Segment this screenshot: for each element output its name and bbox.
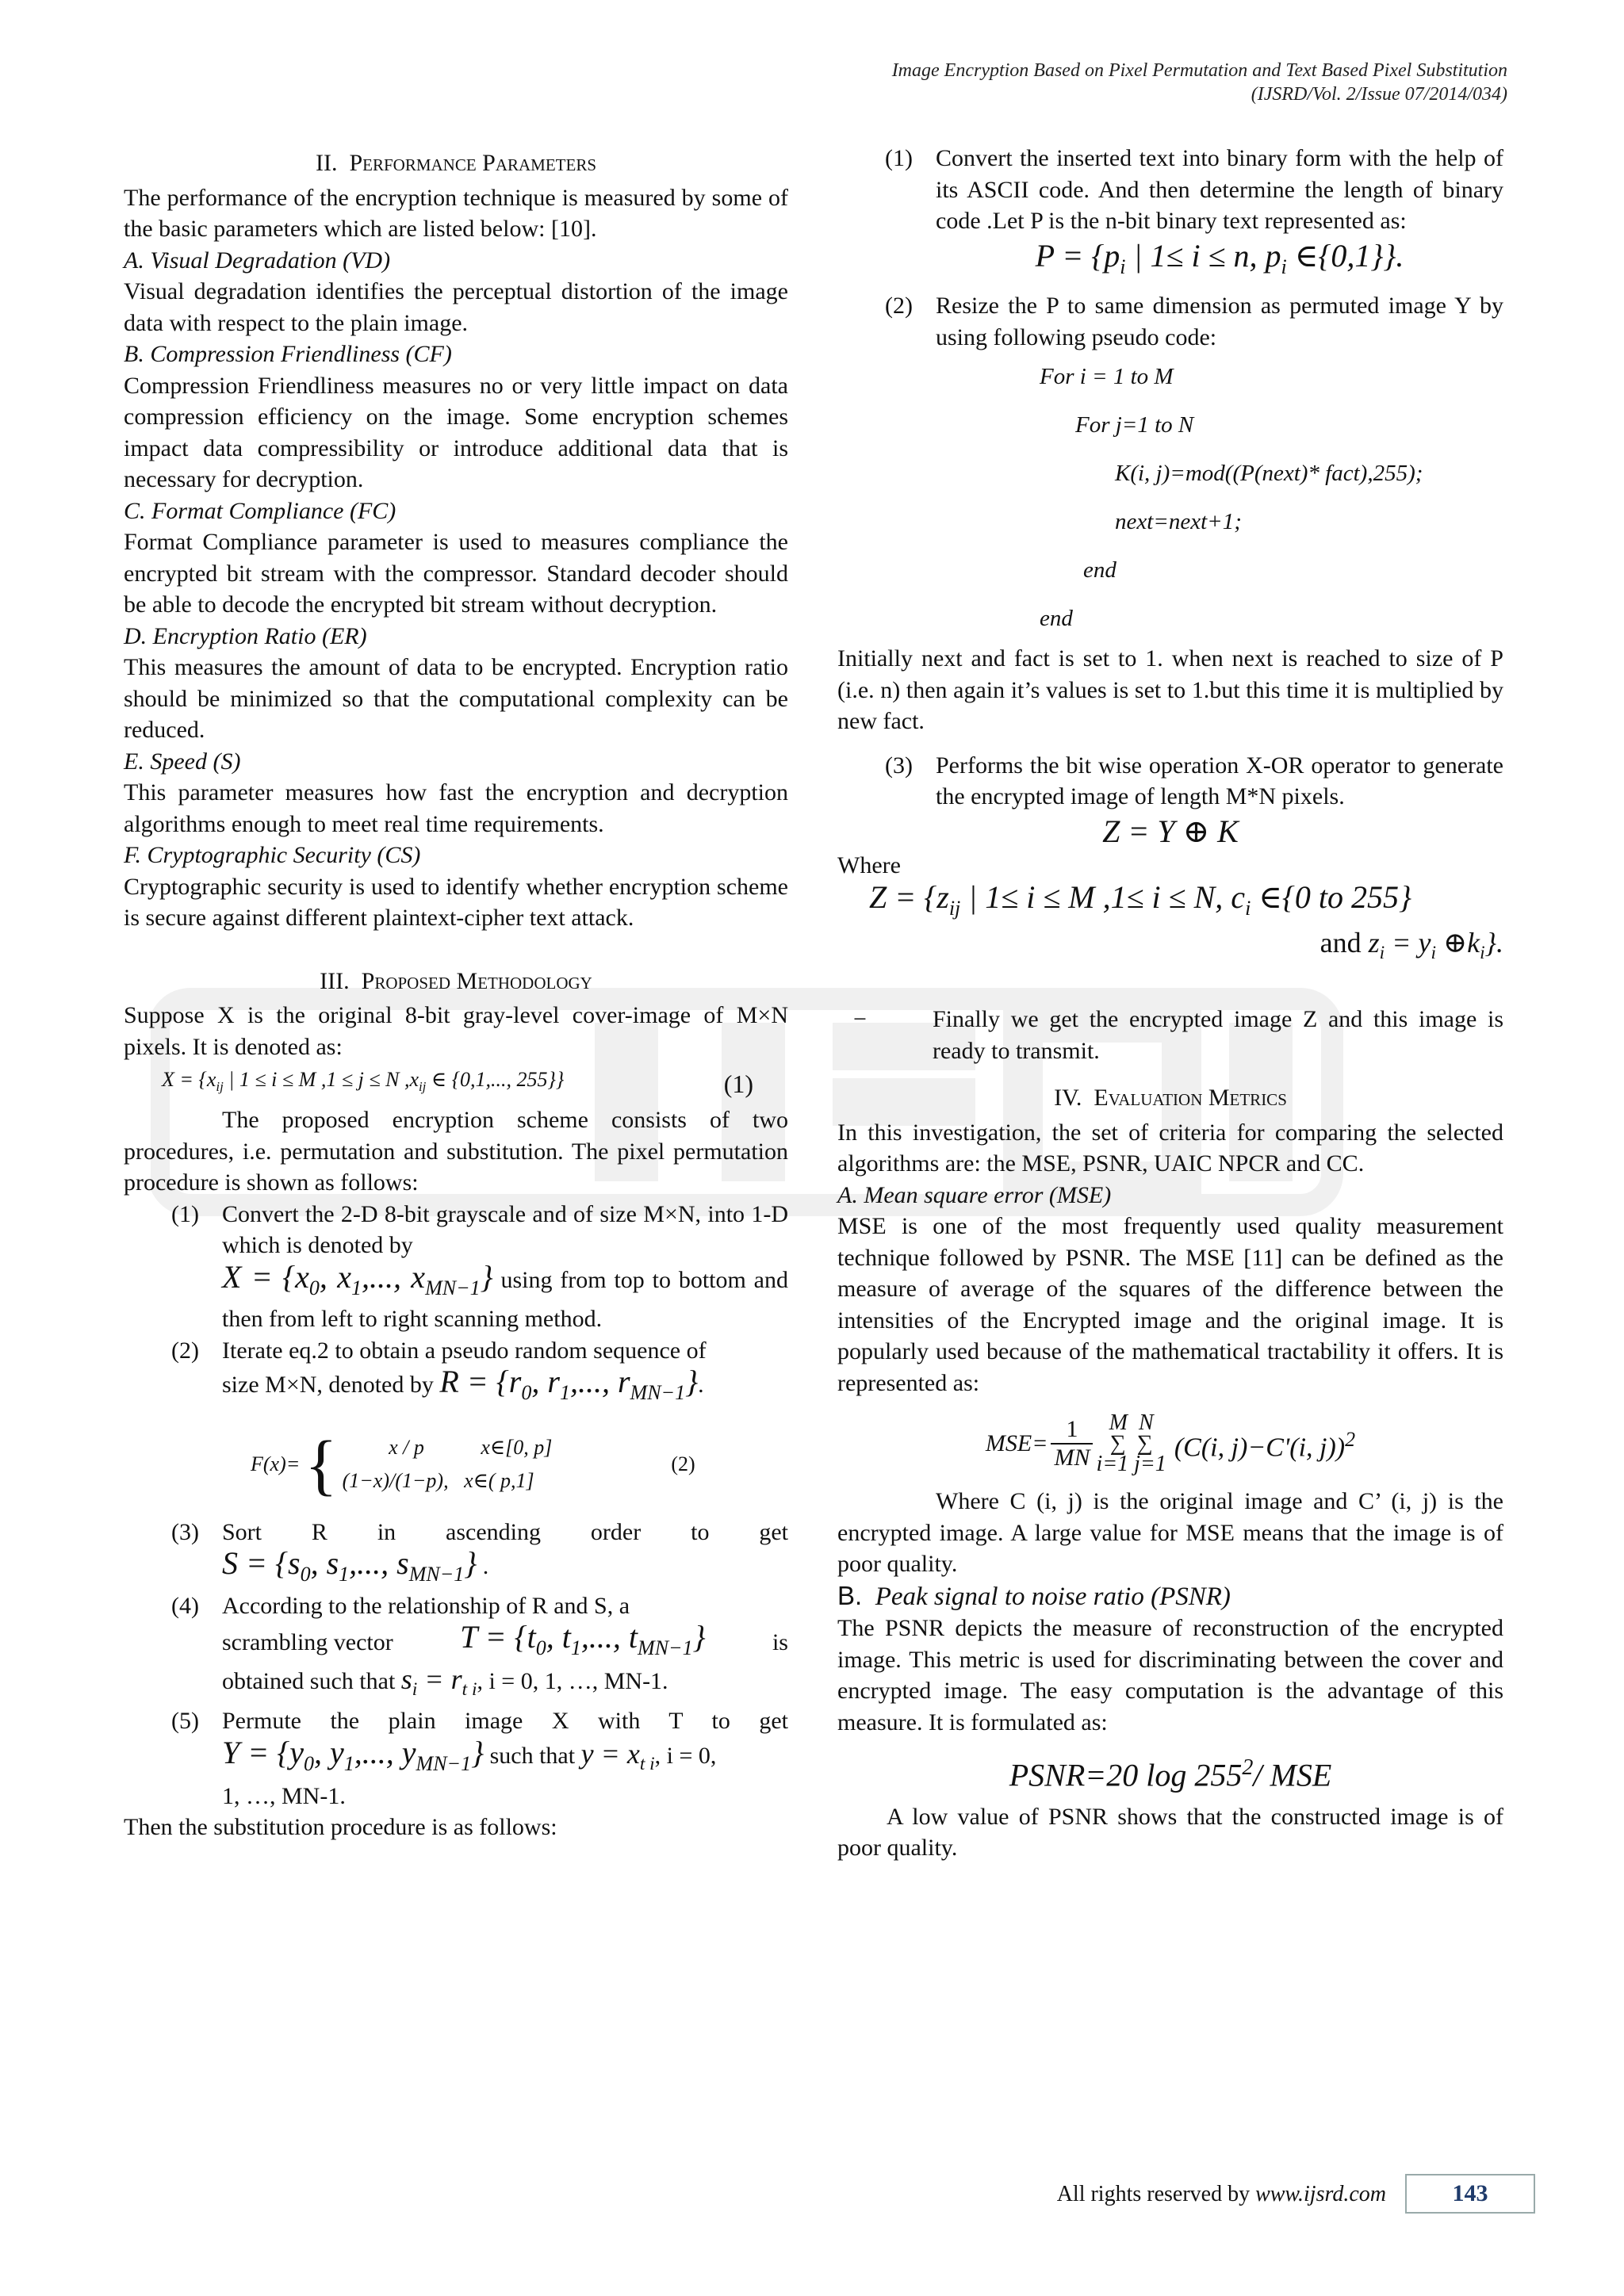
initialization-text: Initially next and fact is set to 1. when next is reached to size of P (i.e. n) then again it’s values is set to 1.but this time it is multiplied by new fact.	[837, 645, 1503, 734]
param-vd-body: Visual degradation identifies the perceptual distortion of the image data with respect to the plain image.	[124, 278, 788, 336]
param-cs-heading: F. Cryptographic Security (CS)	[124, 842, 421, 868]
mse-equation: MSE= $\frac{1}{MN}$ M N ∑ ∑ i=1 j=1 (C(i, j)−C'(i, j))$^2$	[985, 1410, 1356, 1477]
where-label: Where	[837, 852, 901, 878]
param-vd-heading: A. Visual Degradation (VD)	[124, 247, 391, 274]
footer-rights: All rights reserved by www.ijsrd.com	[1056, 2182, 1386, 2206]
substitution-intro: Then the substitution procedure is as follows:	[124, 1814, 557, 1841]
psnr-body: The PSNR depicts the measure of reconstruction of the encrypted image. This metric is used for discriminating between the cover and encrypted image. The easy computation is the advantage of this measure. It is formulated as:	[837, 1615, 1503, 1735]
methodology-intro: Suppose X is the original 8-bit gray-level cover-image of M×N pixels. It is denoted as:	[124, 1002, 788, 1060]
procedure-intro: The proposed encryption scheme consists of two procedures, i.e. permutation and substitution. The pixel permutation procedure is shown as follows:	[124, 1107, 788, 1196]
param-speed-heading: E. Speed (S)	[124, 748, 241, 775]
equation-1-formula: $X = \{x_{ij}$ | 1 ≤ i ≤ M ,1 ≤ j ≤ N $,x_{ij}$ ∈ {0,1,..., 255}}	[162, 1068, 565, 1095]
running-header	[892, 59, 1507, 106]
xor-equation: Z = Y ⊕ K	[1102, 813, 1239, 849]
relation-y-x-formula: $y = x_{t i}$	[580, 1737, 655, 1775]
evaluation-intro: In this investigation, the set of criteria for comparing the selected algorithms are: the MSE, PSNR, UAIC NPCR and CC.	[837, 1119, 1503, 1177]
footer-url-link[interactable]: www.ijsrd.com	[1255, 2182, 1386, 2206]
mse-heading: A. Mean square error (MSE)	[837, 1181, 1112, 1208]
sorted-s-formula: $S = \{s_0$, $s_1$,..., $s_{MN-1}$}	[222, 1545, 477, 1586]
z-element-formula: and $z_i = y_i$ $\oplus k_i$}.	[1320, 927, 1503, 964]
mse-body: MSE is one of the most frequently used quality measurement technique followed by PSNR. The MSE [11] can be defined as the measure of average of the squares of the difference between the intensities of the Encrypted image and the original image. It is popularly used because of the mathematical tractability it offers. It is represented as:	[837, 1213, 1503, 1396]
psnr-heading: B. Peak signal to noise ratio (PSNR)	[837, 1580, 1231, 1611]
step-1: (1) Convert the 2-D 8-bit grayscale and of size M×N, into 1-D which is denoted by $X = \{x_0$, $x_1$,..., $x_{MN-1}$} using from top to bottom and then from left to right scanning method.	[171, 1200, 788, 1333]
step-2: (2) Iterate eq.2 to obtain a pseudo random sequence of size M×N, denoted by $R = \{r_0$, $r_1$,..., $r_{MN-1}$}.	[171, 1337, 707, 1405]
param-fc-heading: C. Format Compliance (FC)	[124, 497, 396, 524]
param-cs-body: Cryptographic security is used to identify whether encryption scheme is secure against different plaintext-cipher text attack.	[124, 873, 788, 931]
relation-s-r-formula: $s_i = r_{t i}$	[400, 1663, 477, 1700]
param-cf-heading: B. Compression Friendliness (CF)	[124, 341, 452, 367]
step-3: (3) Sort R in ascending order to get $S = \{s_0$, $s_1$,..., $s_{MN-1}$} .	[171, 1518, 788, 1586]
section-heading-evaluation: IV. Evaluation Metrics	[1054, 1085, 1287, 1112]
equation-2: F(x)= { x / p x∈[0, p] (1−x)/(1−p), x∈( p,1] (2)	[251, 1425, 695, 1502]
step-5: (5) Permute the plain image X with T to get $Y = \{y_0$, $y_1$,..., $y_{MN-1}$} such that $y = x_{t i}$, i = 0, 1, …, MN-1.	[171, 1708, 788, 1809]
header-title: Image Encryption Based on Pixel Permutation and Text Based Pixel Substitution	[891, 60, 1507, 81]
vector-x-formula: $X = \{x_0$, $x_1$,..., $x_{MN-1}$}	[222, 1258, 493, 1299]
mse-explanation: Where C (i, j) is the original image and C’ (i, j) is the encrypted image. A large value for MSE means that the image is of poor quality.	[837, 1488, 1503, 1578]
subst-step-3: (3) Performs the bit wise operation X-OR operator to generate the encrypted image of length M*N pixels.	[885, 752, 1503, 809]
permutation-steps-continued	[124, 1517, 788, 1812]
param-fc-body: Format Compliance parameter is used to measures compliance the encrypted bit stream with the compressor. Standard decoder should be able to decode the encrypted bit stream without decryption.	[124, 529, 788, 618]
performance-intro: The performance of the encryption technique is measured by some of the basic parameters which are listed below: [10].	[124, 184, 788, 242]
z-set-formula: $Z = \{z_{ij}$ | 1≤ i ≤ M ,1≤ i ≤ N, $c_i$ ∈{0 to 255}	[869, 878, 1412, 920]
binary-text-p-formula: $P = \{p_i$ | 1≤ i ≤ n, $p_i$ ∈{0,1}}.	[1035, 237, 1404, 278]
section-heading-methodology: III. Proposed Methodology	[320, 967, 592, 994]
equation-2-number: (2)	[671, 1452, 695, 1475]
param-er-body: This measures the amount of data to be encrypted. Encryption ratio should be minimized so that the computational complexity can be reduced.	[124, 654, 788, 743]
param-speed-body: This parameter measures how fast the encryption and decryption algorithms enough to meet real time requirements.	[124, 779, 788, 837]
psnr-equation: PSNR=20 $\log 255^2/$ MSE	[1009, 1755, 1332, 1793]
equation-2-cases: x / p x∈[0, p] (1−x)/(1−p), x∈( p,1]	[342, 1435, 553, 1492]
psnr-explanation: A low value of PSNR shows that the constructed image is of poor quality.	[837, 1803, 1503, 1862]
equation-1-number: (1)	[723, 1069, 753, 1098]
equation-1	[124, 1062, 788, 1104]
scrambling-t-formula: $T = \{t_0$, $t_1$,..., $t_{MN-1}$}	[460, 1619, 706, 1660]
pseudo-code: For i = 1 to M For j=1 to N K(i, j)=mod((P(next)* fact),255); next=next+1; end end	[1040, 364, 1423, 631]
page-number: 143	[1405, 2174, 1535, 2214]
header-journal: (IJSRD/Vol. 2/Issue 07/2014/034)	[1251, 84, 1507, 105]
subst-step-1: (1) Convert the inserted text into binary form with the help of its ASCII code. And then determine the length of binary code .Let P is the n-bit binary text represented as: $P = \{p_i$ | 1≤ i ≤ n, $p_i$ ∈{0,1}}.	[837, 143, 1503, 290]
sequence-r-formula: $R = \{r_0$, $r_1$,..., $r_{MN-1}$}	[439, 1364, 699, 1405]
right-column	[837, 143, 1503, 1864]
step-4: (4) According to the relationship of R and S, a scrambling vector $T = \{t_0$, $t_1$,..., $t_{MN-1}$} is obtained such that $s_i = r_{t i}$, i = 0, 1, …, MN-1.	[171, 1592, 788, 1700]
param-er-heading: D. Encryption Ratio (ER)	[124, 622, 367, 649]
final-step: − Finally we get the encrypted image Z and this image is ready to transmit.	[853, 1006, 1503, 1064]
permuted-y-formula: $Y = \{y_0$, $y_1$,..., $y_{MN-1}$}	[222, 1734, 485, 1775]
subst-step-2: (2) Resize the P to same dimension as permuted image Y by using following pseudo code:	[885, 293, 1503, 350]
param-cf-body: Compression Friendliness measures no or very little impact on data compression efficiency on the image. Some encryption schemes impact data compressibility or introduce additional data that is necessary for decryption.	[124, 372, 788, 492]
left-column	[124, 143, 788, 1843]
permutation-steps	[124, 1199, 788, 1409]
section-heading-performance: II. Performance Parameters	[315, 150, 597, 176]
